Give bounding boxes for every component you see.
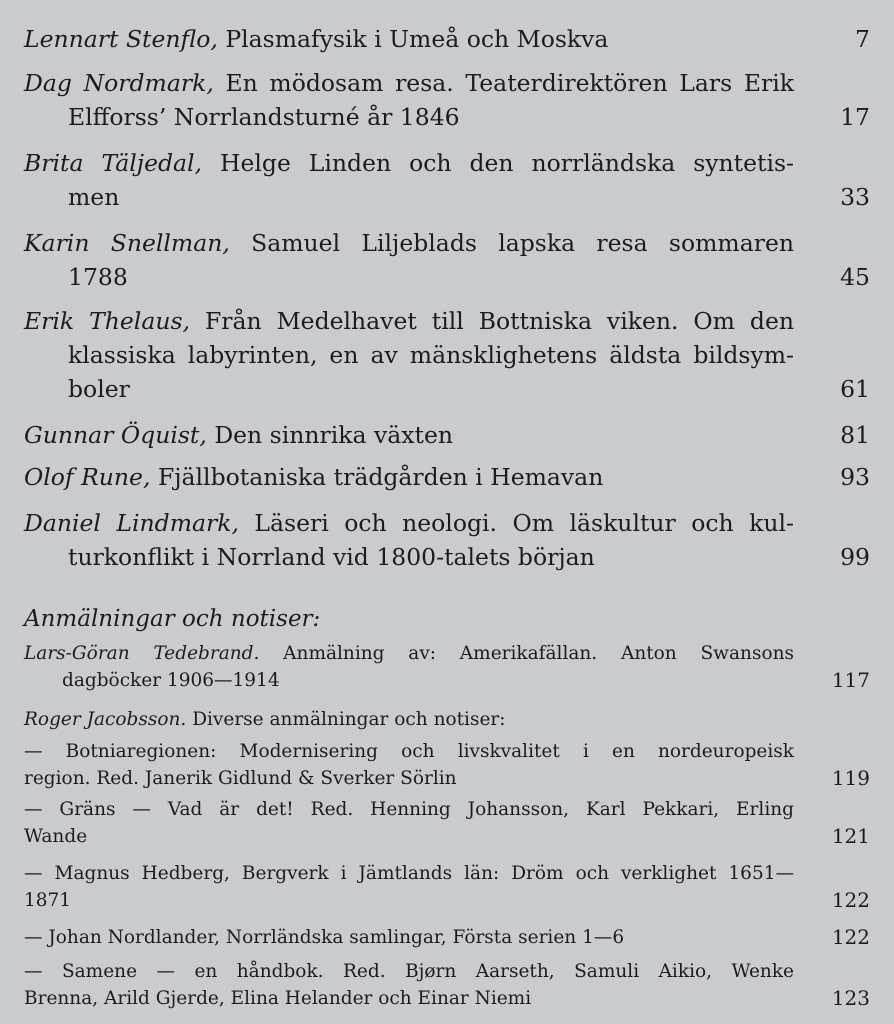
notice-entry <box>24 706 870 733</box>
page-number: 121 <box>831 824 870 848</box>
notice-title-line: Wande <box>24 826 88 847</box>
notice-title-line: — Gräns — Vad är det! Red. Henning Johansson, Karl Pekkari, Erling <box>24 799 794 820</box>
entry-title-line: 1788 <box>68 263 128 291</box>
notice-entry <box>24 860 870 914</box>
entry-author: Lennart Stenflo, <box>24 25 218 53</box>
notice-title-line: — Samene — en håndbok. Red. Bjørn Aarseth, Samuli Aikio, Wenke <box>24 961 794 982</box>
entry-title-line: klassiska labyrinten, en av mänsklighetens äldsta bildsym- <box>68 341 794 369</box>
entry-author: Brita Täljedal, <box>24 149 203 177</box>
entry-author: Karin Snellman, <box>24 229 230 257</box>
toc-entry <box>24 418 870 452</box>
entry-title-line: Den sinnrika växten <box>214 421 454 449</box>
toc-entry <box>24 66 870 134</box>
notice-title-line: region. Red. Janerik Gidlund & Sverker Sörlin <box>24 768 457 789</box>
entry-title-line: Plasmafysik i Umeå och Moskva <box>225 25 609 53</box>
notice-title-line: Brenna, Arild Gjerde, Elina Helander och Einar Niemi <box>24 988 532 1009</box>
page-number: 7 <box>855 25 870 53</box>
entry-title-line: turkonflikt i Norrland vid 1800-talets början <box>68 543 595 571</box>
notice-entry <box>24 796 870 850</box>
notice-title-line: dagböcker 1906—1914 <box>62 670 280 691</box>
entry-title-line: Läseri och neologi. Om läskultur och kul- <box>254 509 794 537</box>
page-number: 122 <box>831 888 870 912</box>
notice-entry <box>24 958 870 1012</box>
entry-title-line: Fjällbotaniska trädgården i Hemavan <box>157 463 604 491</box>
entry-title-line: men <box>68 183 120 211</box>
notice-title-line: — Johan Nordlander, Norrländska samlingar, Första serien 1—6 <box>24 927 625 948</box>
entry-title-line: Elfforss’ Norrlandsturné år 1846 <box>68 103 460 131</box>
notice-title-line: — Botniaregionen: Modernisering och livskvalitet i en nordeuropeisk <box>24 741 794 762</box>
page-number: 33 <box>840 183 870 211</box>
toc-entry <box>24 304 870 406</box>
entry-title-line: Från Medelhavet till Bottniska viken. Om den <box>204 307 794 335</box>
page-number: 45 <box>840 263 870 291</box>
page-number: 117 <box>831 668 870 692</box>
toc-entry <box>24 460 870 494</box>
entry-title-line: boler <box>68 375 130 403</box>
entry-author: Dag Nordmark, <box>24 69 214 97</box>
page-number: 122 <box>831 925 870 949</box>
toc-entry <box>24 506 870 574</box>
entry-author: Olof Rune, <box>24 463 151 491</box>
section-heading: Anmälningar och notiser: <box>24 606 321 632</box>
entry-title-line: Helge Linden och den norrländska syntetis- <box>219 149 794 177</box>
entry-author: Erik Thelaus, <box>24 307 191 335</box>
notice-author: Roger Jacobsson. <box>24 709 187 730</box>
toc-entry <box>24 22 870 56</box>
page-number: 123 <box>831 986 870 1010</box>
notice-author: Lars-Göran Tedebrand. <box>24 643 260 664</box>
page-number: 81 <box>840 421 870 449</box>
page-number: 93 <box>840 463 870 491</box>
entry-author: Daniel Lindmark, <box>24 509 239 537</box>
toc-entry <box>24 146 870 214</box>
notice-title-line: 1871 <box>24 890 72 911</box>
notice-entry <box>24 738 870 792</box>
notice-title-line: Anmälning av: Amerikafällan. Anton Swansons <box>283 643 794 664</box>
notice-title-line: — Magnus Hedberg, Bergverk i Jämtlands län: Dröm och verklighet 1651— <box>24 863 794 884</box>
page-number: 17 <box>840 103 870 131</box>
notice-entry <box>24 640 870 694</box>
page-number: 61 <box>840 375 870 403</box>
page-number: 99 <box>840 543 870 571</box>
entry-author: Gunnar Öquist, <box>24 421 207 449</box>
toc-entry <box>24 226 870 294</box>
notice-entry <box>24 924 870 951</box>
notice-title-line: Diverse anmälningar och notiser: <box>192 709 506 730</box>
page-number: 119 <box>831 766 870 790</box>
entry-title-line: Samuel Liljeblads lapska resa sommaren <box>251 229 794 257</box>
entry-title-line: En mödosam resa. Teaterdirektören Lars Erik <box>225 69 794 97</box>
